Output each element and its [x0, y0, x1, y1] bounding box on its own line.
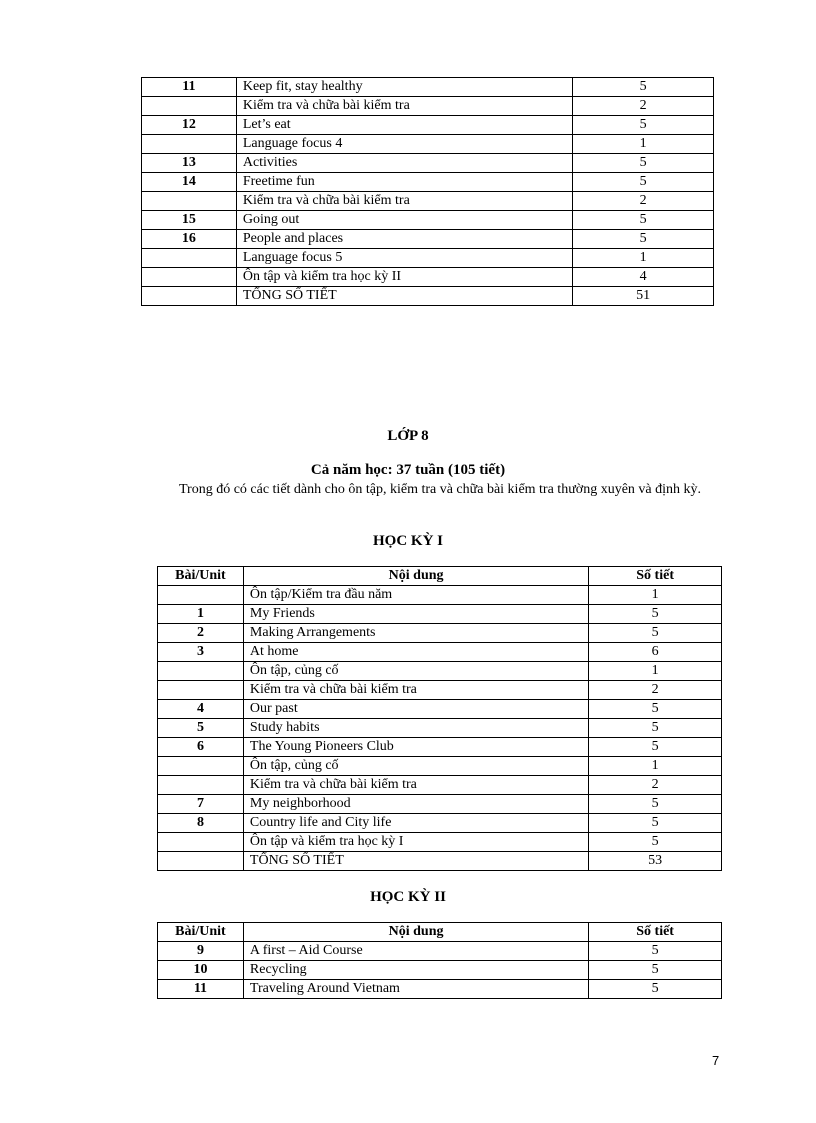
cell-content: Study habits [243, 719, 588, 738]
table-header-row [158, 567, 722, 586]
cell-unit [158, 852, 244, 871]
cell-content: Kiểm tra và chữa bài kiểm tra [243, 681, 588, 700]
cell-unit: 9 [158, 942, 244, 961]
table-row [142, 192, 714, 211]
header-unit: Bài/Unit [158, 923, 244, 942]
semester1-title: HỌC KỲ I [372, 533, 443, 549]
cell-content: My neighborhood [243, 795, 588, 814]
cell-unit [158, 833, 244, 852]
table-row [142, 97, 714, 116]
cell-periods: 5 [589, 738, 722, 757]
cell-content: My Friends [243, 605, 588, 624]
cell-periods: 5 [589, 700, 722, 719]
grade-description: Trong đó có các tiết dành cho ôn tập, kiểm tra và chữa bài kiểm tra thường xuyên và định kỳ. [178, 482, 702, 497]
grade-title: LỚP 8 [387, 428, 429, 444]
cell-periods: 2 [573, 192, 714, 211]
cell-periods: 5 [573, 230, 714, 249]
cell-periods: 5 [589, 942, 722, 961]
cell-periods: 2 [589, 681, 722, 700]
cell-unit: 14 [142, 173, 237, 192]
cell-periods: 5 [589, 961, 722, 980]
cell-unit: 7 [158, 795, 244, 814]
cell-content: Our past [243, 700, 588, 719]
cell-content: A first – Aid Course [243, 942, 588, 961]
table-row [158, 719, 722, 738]
table-row [158, 980, 722, 999]
table-row [158, 833, 722, 852]
cell-content: Freetime fun [236, 173, 572, 192]
cell-content: Ôn tập/Kiểm tra đầu năm [243, 586, 588, 605]
cell-periods: 2 [589, 776, 722, 795]
semester1-table [157, 566, 722, 871]
table-header-row [158, 923, 722, 942]
cell-content: People and places [236, 230, 572, 249]
cell-unit: 3 [158, 643, 244, 662]
cell-content: Language focus 4 [236, 135, 572, 154]
cell-periods: 5 [589, 814, 722, 833]
header-unit: Bài/Unit [158, 567, 244, 586]
cell-periods: 5 [589, 624, 722, 643]
semester2-table [157, 922, 722, 999]
table-row [158, 624, 722, 643]
table-row [142, 135, 714, 154]
cell-content: TỔNG SỐ TIẾT [243, 852, 588, 871]
cell-periods: 5 [573, 78, 714, 97]
table-row [142, 230, 714, 249]
cell-content: Kiểm tra và chữa bài kiểm tra [236, 192, 572, 211]
cell-periods: 5 [589, 795, 722, 814]
table-row [142, 78, 714, 97]
cell-unit: 1 [158, 605, 244, 624]
cell-periods: 5 [573, 154, 714, 173]
table-row [158, 961, 722, 980]
cell-unit: 5 [158, 719, 244, 738]
header-periods: Số tiết [589, 923, 722, 942]
cell-unit [142, 192, 237, 211]
table-row [158, 605, 722, 624]
cell-content: Making Arrangements [243, 624, 588, 643]
cell-content: Ôn tập, củng cố [243, 757, 588, 776]
cell-periods: 2 [573, 97, 714, 116]
cell-content: Ôn tập và kiểm tra học kỳ II [236, 268, 572, 287]
cell-content: Country life and City life [243, 814, 588, 833]
cell-periods: 1 [589, 662, 722, 681]
cell-content: Recycling [243, 961, 588, 980]
cell-periods: 4 [573, 268, 714, 287]
cell-unit [158, 586, 244, 605]
table-row [142, 268, 714, 287]
cell-unit: 2 [158, 624, 244, 643]
cell-periods: 5 [573, 116, 714, 135]
table-row [158, 757, 722, 776]
table-row [158, 643, 722, 662]
table-row [142, 287, 714, 306]
cell-unit [158, 757, 244, 776]
cell-content: Keep fit, stay healthy [236, 78, 572, 97]
table-row [158, 662, 722, 681]
cell-periods: 5 [589, 605, 722, 624]
cell-periods: 5 [589, 833, 722, 852]
cell-content: The Young Pioneers Club [243, 738, 588, 757]
cell-periods: 1 [589, 586, 722, 605]
header-content: Nội dung [243, 567, 588, 586]
cell-periods: 51 [573, 287, 714, 306]
cell-content: Language focus 5 [236, 249, 572, 268]
page-number: 7 [712, 1053, 720, 1068]
table-row [158, 852, 722, 871]
cell-content: At home [243, 643, 588, 662]
cell-unit: 6 [158, 738, 244, 757]
cell-periods: 1 [573, 249, 714, 268]
cell-unit [158, 662, 244, 681]
cell-content: Ôn tập, củng cố [243, 662, 588, 681]
syllabus-table-continued [141, 77, 714, 306]
cell-unit [142, 135, 237, 154]
cell-content: Going out [236, 211, 572, 230]
cell-unit [158, 776, 244, 795]
table-row [142, 173, 714, 192]
cell-content: Activities [236, 154, 572, 173]
cell-periods: 5 [589, 980, 722, 999]
table-row [158, 738, 722, 757]
table-row [142, 154, 714, 173]
cell-periods: 1 [573, 135, 714, 154]
table-row [158, 700, 722, 719]
cell-periods: 1 [589, 757, 722, 776]
table-row [158, 776, 722, 795]
cell-periods: 5 [573, 211, 714, 230]
cell-content: TỔNG SỐ TIẾT [236, 287, 572, 306]
cell-content: Kiểm tra và chữa bài kiểm tra [243, 776, 588, 795]
table-row [158, 942, 722, 961]
table-row [158, 586, 722, 605]
semester2-title: HỌC KỲ II [370, 889, 446, 905]
cell-content: Traveling Around Vietnam [243, 980, 588, 999]
table-row [142, 249, 714, 268]
cell-periods: 6 [589, 643, 722, 662]
cell-unit: 16 [142, 230, 237, 249]
table-row [158, 681, 722, 700]
cell-content: Kiểm tra và chữa bài kiểm tra [236, 97, 572, 116]
cell-periods: 5 [573, 173, 714, 192]
cell-unit: 11 [142, 78, 237, 97]
grade-subtitle: Cả năm học: 37 tuần (105 tiết) [310, 462, 506, 478]
cell-content: Ôn tập và kiểm tra học kỳ I [243, 833, 588, 852]
cell-unit: 15 [142, 211, 237, 230]
cell-content: Let’s eat [236, 116, 572, 135]
header-periods: Số tiết [589, 567, 722, 586]
header-content: Nội dung [243, 923, 588, 942]
cell-unit [142, 287, 237, 306]
cell-unit [142, 97, 237, 116]
table-row [142, 211, 714, 230]
cell-unit: 4 [158, 700, 244, 719]
cell-periods: 5 [589, 719, 722, 738]
cell-unit: 10 [158, 961, 244, 980]
cell-unit [158, 681, 244, 700]
table-row [142, 116, 714, 135]
cell-unit: 12 [142, 116, 237, 135]
cell-unit [142, 268, 237, 287]
cell-periods: 53 [589, 852, 722, 871]
cell-unit [142, 249, 237, 268]
table-row [158, 795, 722, 814]
cell-unit: 13 [142, 154, 237, 173]
cell-unit: 8 [158, 814, 244, 833]
cell-unit: 11 [158, 980, 244, 999]
table-row [158, 814, 722, 833]
